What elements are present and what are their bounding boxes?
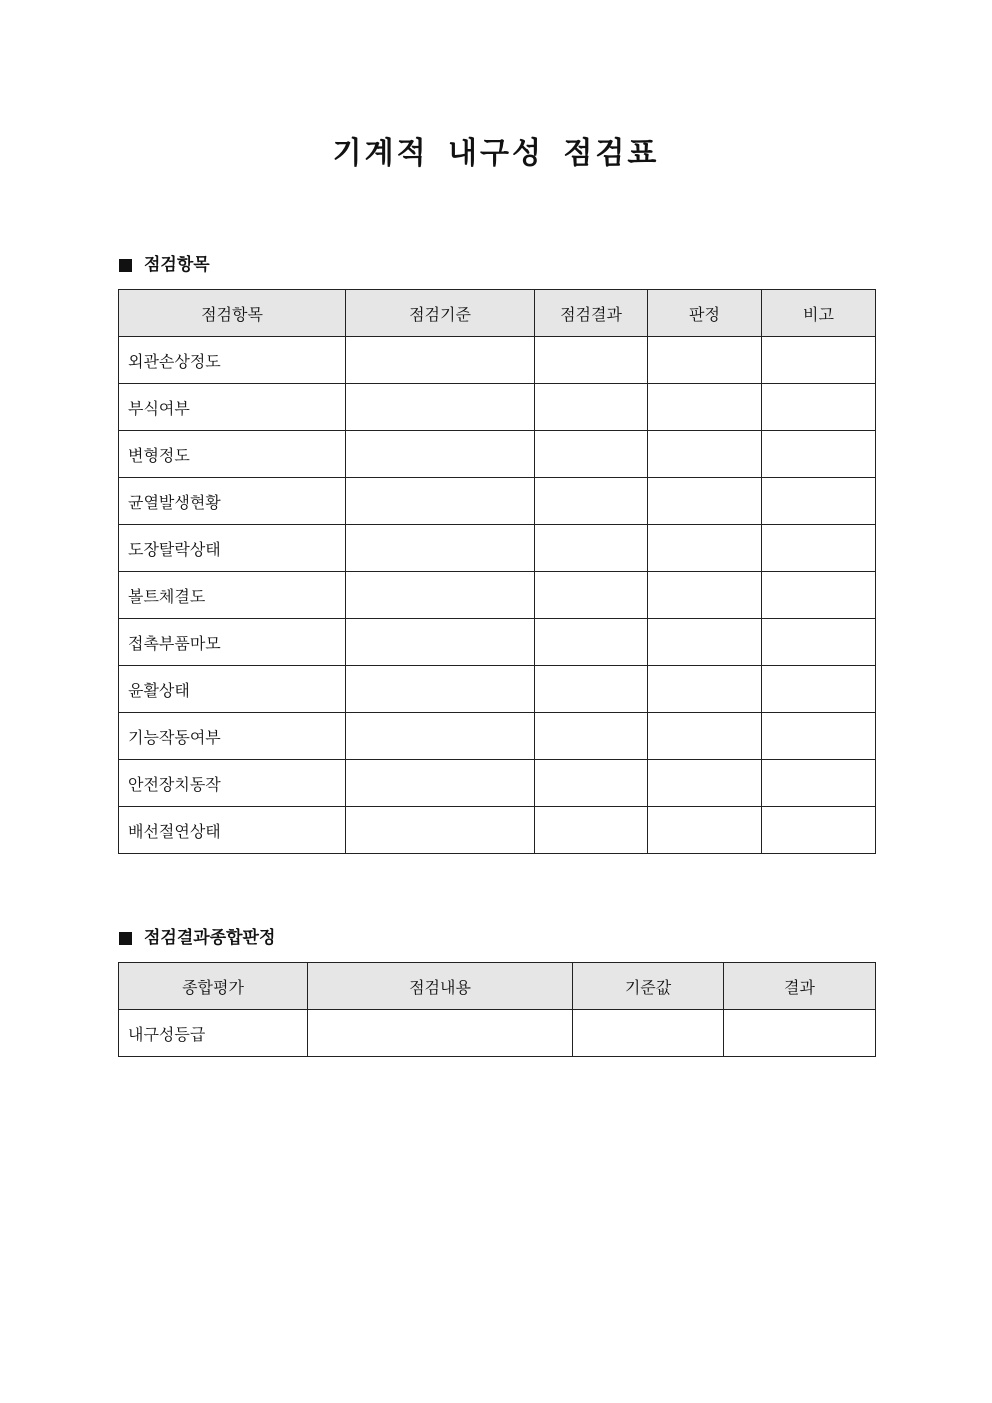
empty-entry-cell[interactable] — [762, 760, 876, 807]
empty-entry-cell[interactable] — [648, 666, 762, 713]
table-row — [119, 572, 876, 619]
table-row — [119, 478, 876, 525]
empty-entry-cell[interactable] — [346, 619, 535, 666]
empty-entry-cell[interactable] — [762, 337, 876, 384]
column-header: 점검기준 — [346, 290, 535, 337]
empty-entry-cell[interactable] — [346, 337, 535, 384]
empty-entry-cell[interactable] — [346, 431, 535, 478]
empty-entry-cell[interactable] — [535, 572, 648, 619]
section-heading-label: 점검항목 — [144, 255, 210, 275]
table-row — [119, 807, 876, 854]
empty-entry-cell[interactable] — [346, 384, 535, 431]
empty-entry-cell[interactable] — [535, 337, 648, 384]
empty-entry-cell[interactable] — [648, 337, 762, 384]
empty-entry-cell[interactable] — [648, 572, 762, 619]
empty-entry-cell[interactable] — [648, 760, 762, 807]
empty-entry-cell[interactable] — [762, 478, 876, 525]
row-label: 변형정도 — [119, 431, 346, 478]
table-row — [119, 1010, 876, 1057]
row-label: 기능작동여부 — [119, 713, 346, 760]
empty-entry-cell[interactable] — [648, 384, 762, 431]
empty-entry-cell[interactable] — [762, 431, 876, 478]
table-header-row — [119, 290, 876, 337]
table-header-row — [119, 963, 876, 1010]
empty-entry-cell[interactable] — [535, 384, 648, 431]
square-bullet-icon — [119, 259, 132, 272]
empty-entry-cell[interactable] — [648, 525, 762, 572]
table-row — [119, 384, 876, 431]
empty-entry-cell[interactable] — [535, 713, 648, 760]
table-row — [119, 337, 876, 384]
empty-entry-cell[interactable] — [535, 619, 648, 666]
table-row — [119, 431, 876, 478]
column-header: 기준값 — [573, 963, 724, 1010]
empty-entry-cell[interactable] — [346, 807, 535, 854]
row-label: 접촉부품마모 — [119, 619, 346, 666]
empty-entry-cell[interactable] — [762, 525, 876, 572]
table-row — [119, 713, 876, 760]
empty-entry-cell[interactable] — [535, 807, 648, 854]
row-label: 외관손상정도 — [119, 337, 346, 384]
row-label: 균열발생현황 — [119, 478, 346, 525]
empty-entry-cell[interactable] — [346, 478, 535, 525]
empty-entry-cell[interactable] — [724, 1010, 876, 1057]
empty-entry-cell[interactable] — [346, 760, 535, 807]
square-bullet-icon — [119, 932, 132, 945]
empty-entry-cell[interactable] — [535, 666, 648, 713]
section-heading-overall-judgment — [119, 926, 275, 950]
empty-entry-cell[interactable] — [762, 713, 876, 760]
section-heading-label: 점검결과종합판정 — [144, 928, 276, 948]
empty-entry-cell[interactable] — [535, 478, 648, 525]
empty-entry-cell[interactable] — [648, 431, 762, 478]
empty-entry-cell[interactable] — [535, 525, 648, 572]
empty-entry-cell[interactable] — [308, 1010, 573, 1057]
empty-entry-cell[interactable] — [346, 666, 535, 713]
column-header: 비고 — [762, 290, 876, 337]
empty-entry-cell[interactable] — [648, 807, 762, 854]
overall-judgment-table — [118, 962, 876, 1057]
empty-entry-cell[interactable] — [573, 1010, 724, 1057]
column-header: 점검내용 — [308, 963, 573, 1010]
column-header: 결과 — [724, 963, 876, 1010]
empty-entry-cell[interactable] — [762, 807, 876, 854]
row-label: 윤활상태 — [119, 666, 346, 713]
document-title: 기계적 내구성 점검표 — [332, 136, 660, 171]
row-label: 도장탈락상태 — [119, 525, 346, 572]
table-row — [119, 619, 876, 666]
empty-entry-cell[interactable] — [762, 666, 876, 713]
empty-entry-cell[interactable] — [648, 713, 762, 760]
empty-entry-cell[interactable] — [762, 384, 876, 431]
empty-entry-cell[interactable] — [346, 525, 535, 572]
table-row — [119, 760, 876, 807]
empty-entry-cell[interactable] — [648, 619, 762, 666]
empty-entry-cell[interactable] — [762, 619, 876, 666]
empty-entry-cell[interactable] — [535, 431, 648, 478]
column-header: 점검항목 — [119, 290, 346, 337]
row-label: 내구성등급 — [119, 1010, 308, 1057]
column-header: 점검결과 — [535, 290, 648, 337]
column-header: 판정 — [648, 290, 762, 337]
table-row — [119, 525, 876, 572]
empty-entry-cell[interactable] — [346, 572, 535, 619]
row-label: 안전장치동작 — [119, 760, 346, 807]
empty-entry-cell[interactable] — [535, 760, 648, 807]
row-label: 부식여부 — [119, 384, 346, 431]
empty-entry-cell[interactable] — [648, 478, 762, 525]
empty-entry-cell[interactable] — [346, 713, 535, 760]
empty-entry-cell[interactable] — [762, 572, 876, 619]
column-header: 종합평가 — [119, 963, 308, 1010]
section-heading-inspection-items — [119, 253, 210, 277]
row-label: 배선절연상태 — [119, 807, 346, 854]
table-row — [119, 666, 876, 713]
row-label: 볼트체결도 — [119, 572, 346, 619]
inspection-items-table — [118, 289, 876, 854]
